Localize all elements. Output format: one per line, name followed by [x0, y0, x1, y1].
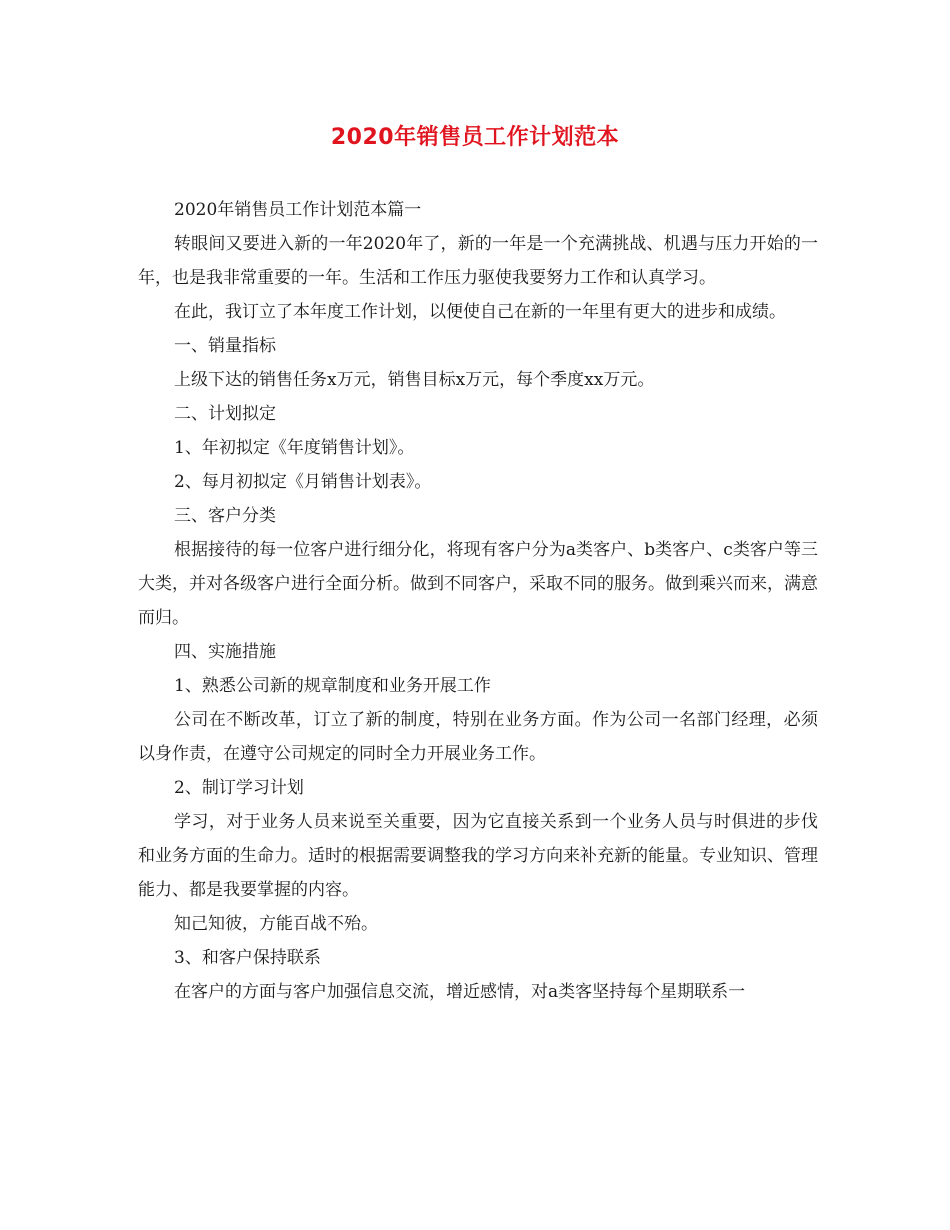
document-body: [138, 193, 818, 1009]
body-paragraph: 公司在不断改革，订立了新的制度，特别在业务方面。作为公司一名部门经理，必须以身作责，在遵守公司规定的同时全力开展业务工作。: [138, 710, 818, 764]
body-paragraph: 上级下达的销售任务x万元，销售目标x万元，每个季度xx万元。: [174, 370, 655, 390]
subsection-heading: 2、制订学习计划: [174, 778, 304, 798]
subsection-heading: 1、熟悉公司新的规章制度和业务开展工作: [174, 676, 491, 696]
section-heading: 三、客户分类: [174, 506, 276, 526]
section-heading: 四、实施措施: [174, 642, 276, 662]
subtitle-paragraph: 2020年销售员工作计划范本篇一: [174, 200, 422, 220]
section-heading: 一、销量指标: [174, 336, 276, 356]
list-item: 2、每月初拟定《月销售计划表》。: [174, 472, 432, 492]
body-paragraph: 学习，对于业务人员来说至关重要，因为它直接关系到一个业务人员与时俱进的步伐和业务方面的生命力。适时的根据需要调整我的学习方向来补充新的能量。专业知识、管理能力、都是我要掌握的内容。: [138, 812, 818, 900]
subsection-heading: 3、和客户保持联系: [174, 948, 321, 968]
list-item: 1、年初拟定《年度销售计划》。: [174, 438, 415, 458]
body-paragraph: 在此，我订立了本年度工作计划，以便使自己在新的一年里有更大的进步和成绩。: [174, 302, 786, 322]
body-paragraph: 在客户的方面与客户加强信息交流，增近感情，对a类客坚持每个星期联系一: [174, 982, 746, 1002]
body-paragraph: 转眼间又要进入新的一年2020年了，新的一年是一个充满挑战、机遇与压力开始的一年，也是我非常重要的一年。生活和工作压力驱使我要努力工作和认真学习。: [138, 234, 818, 288]
document-title: 2020年销售员工作计划范本: [330, 125, 620, 150]
body-paragraph: 知己知彼，方能百战不殆。: [174, 914, 378, 934]
section-heading: 二、计划拟定: [174, 404, 276, 424]
body-paragraph: 根据接待的每一位客户进行细分化，将现有客户分为a类客户、b类客户、c类客户等三大类，并对各级客户进行全面分析。做到不同客户，采取不同的服务。做到乘兴而来，满意而归。: [138, 540, 818, 628]
